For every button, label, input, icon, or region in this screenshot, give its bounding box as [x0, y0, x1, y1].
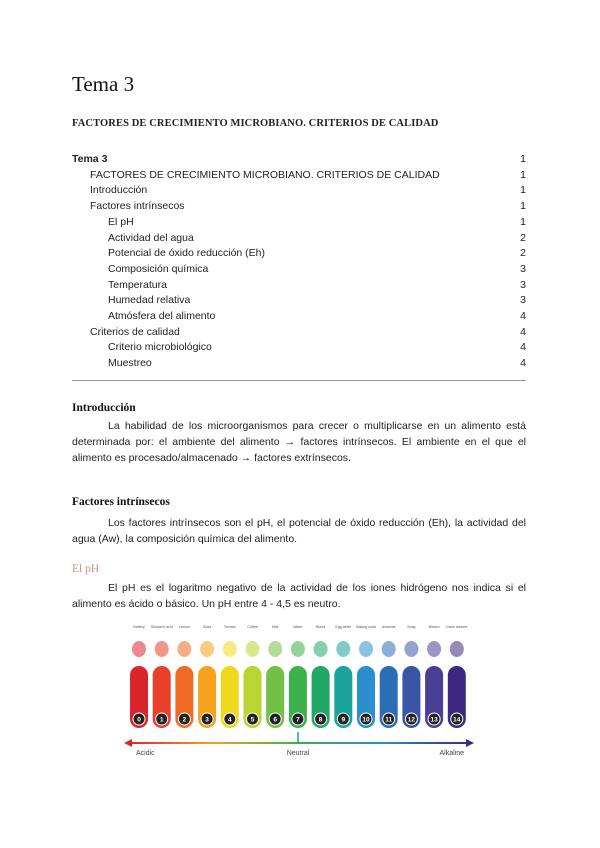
toc-entry-page: 4: [520, 357, 526, 370]
toc-entry-page: 3: [520, 294, 526, 307]
toc-entry-label: FACTORES DE CRECIMIENTO MICROBIANO. CRITERIOS DE CALIDAD: [90, 168, 440, 181]
toc-entry[interactable]: [72, 199, 526, 215]
ph-item-label: Soda: [202, 625, 212, 629]
ph-number: 0: [137, 716, 141, 724]
toc-divider: [72, 380, 526, 381]
toc-entry-page: 2: [520, 247, 526, 260]
ph-item-icon: [155, 641, 169, 657]
paragraph-text: Los factores intrínsecos son el pH, el potencial de óxido reducción (Eh), la actividad del agua (Aw), la composición química del alimento.: [72, 517, 526, 545]
ph-item-icon: [404, 641, 418, 657]
toc-entry-label: Composición química: [108, 262, 209, 275]
toc-entry[interactable]: [72, 183, 526, 199]
toc-entry-label: Humedad relativa: [108, 294, 191, 307]
ph-item-label: Egg white: [335, 625, 352, 629]
toc-entry-page: 2: [520, 231, 526, 244]
toc-entry-page: 1: [520, 168, 526, 181]
ph-item-label: Tomato: [223, 625, 236, 629]
document-subtitle: FACTORES DE CRECIMIENTO MICROBIANO. CRITERIOS DE CALIDAD: [72, 118, 439, 129]
ph-item-label: Blood: [315, 625, 326, 629]
toc-entry[interactable]: [72, 325, 526, 341]
ph-number: 6: [273, 716, 278, 724]
toc-entry-page: 1: [520, 200, 526, 213]
ph-item-label: Drain cleaner: [446, 625, 468, 629]
ph-alkaline-label: Alkaline: [439, 750, 464, 757]
ph-number: 1: [159, 716, 164, 724]
ph-item-icon: [314, 641, 328, 657]
ph-item-icon: [246, 641, 260, 657]
toc-entry-page: 1: [520, 184, 526, 197]
ph-item-icon: [132, 641, 146, 657]
ph-number: 8: [318, 716, 323, 724]
ph-item-icon: [223, 641, 237, 657]
toc-entry[interactable]: [72, 152, 526, 168]
paragraph-el-ph: [72, 580, 526, 612]
ph-acidic-label: Acidic: [136, 750, 155, 757]
toc-entry-label: Potencial de óxido reducción (Eh): [108, 247, 266, 260]
ph-number: 5: [250, 716, 255, 724]
ph-number: 13: [430, 716, 438, 724]
ph-item-icon: [427, 641, 441, 657]
toc-entry-page: 4: [520, 325, 526, 338]
ph-item-label: Bleach: [428, 625, 440, 629]
paragraph-introduccion: [72, 418, 526, 466]
toc-entry-page: 4: [520, 341, 526, 354]
ph-item-icon: [450, 641, 464, 657]
ph-item-label: Milk: [272, 625, 279, 629]
toc-entry-label: Actividad del agua: [108, 231, 194, 244]
ph-item-icon: [382, 641, 396, 657]
ph-item-label: Antacids: [381, 625, 396, 629]
toc-entry-page: 1: [520, 215, 526, 228]
ph-item-icon: [200, 641, 214, 657]
toc-entry-label: Factores intrínsecos: [90, 200, 185, 213]
toc-entry-page: 4: [520, 310, 526, 322]
toc-entry[interactable]: [72, 309, 526, 325]
ph-number: 3: [205, 716, 209, 724]
toc-entry-label: El pH: [108, 215, 134, 228]
toc-entry-page: 1: [520, 153, 526, 165]
toc-entry-label: Introducción: [90, 184, 148, 197]
toc-entry-label: Criterio microbiológico: [108, 341, 212, 354]
ph-item-icon: [177, 641, 191, 657]
ph-item-icon: [359, 641, 373, 657]
section-heading-factores-intrinsecos: Factores intrínsecos: [72, 496, 170, 508]
ph-item-label: Water: [293, 625, 303, 629]
ph-item-label: Battery: [133, 625, 145, 629]
ph-number: 11: [385, 716, 393, 724]
paragraph-text: La habilidad de los microorganismos para crecer o multiplicarse en un alimento está determinada por: el ambiente del alimento → factores intrínsecos. El ambiente en el que el alimento es procesado/almacenado → factores extrínsecos.: [72, 420, 526, 464]
toc-entry-page: 3: [520, 278, 526, 291]
toc-entry[interactable]: [72, 168, 526, 184]
toc-entry[interactable]: [72, 246, 526, 262]
toc-entry-label: Tema 3: [72, 153, 108, 165]
ph-number: 9: [341, 716, 346, 724]
toc-entry-label: Muestreo: [108, 357, 152, 370]
ph-number: 14: [453, 716, 461, 724]
ph-item-label: Baking soda: [356, 625, 376, 629]
ph-neutral-label: Neutral: [286, 750, 310, 757]
ph-number: 7: [296, 716, 300, 724]
toc-entry[interactable]: [72, 340, 526, 356]
toc-entry[interactable]: [72, 356, 526, 372]
toc-entry[interactable]: [72, 293, 526, 309]
toc-entry[interactable]: [72, 262, 526, 278]
toc-entry[interactable]: [72, 278, 526, 294]
toc-entry[interactable]: [72, 215, 526, 231]
ph-arrow-right-head: [466, 739, 474, 747]
ph-item-label: Coffee: [247, 625, 258, 629]
ph-item-label: Stomach acid: [150, 625, 173, 629]
page-title: Tema 3: [72, 72, 135, 96]
ph-item-label: Lemon: [178, 625, 190, 629]
toc-entry-label: Temperatura: [108, 278, 167, 291]
ph-number: 2: [182, 716, 187, 724]
paragraph-factores-intrinsecos: [72, 515, 526, 547]
toc-entry-label: Atmósfera del alimento: [108, 310, 216, 322]
paragraph-text: El pH es el logaritmo negativo de la actividad de los iones hidrógeno nos indica si el alimento es ácido o básico. Un pH entre 4 - 4,5 es neutro.: [72, 582, 526, 610]
ph-item-label: Soap: [407, 625, 416, 629]
ph-number: 10: [362, 716, 370, 724]
ph-item-icon: [336, 641, 350, 657]
toc-entry[interactable]: [72, 231, 526, 247]
ph-number: 12: [407, 716, 416, 724]
ph-scale-figure: [120, 616, 480, 764]
ph-item-icon: [291, 641, 305, 657]
ph-arrow-left-head: [124, 739, 132, 747]
section-heading-introduccion: Introducción: [72, 402, 136, 414]
section-heading-el-ph: El pH: [72, 563, 100, 575]
ph-number: 4: [227, 716, 232, 724]
ph-item-icon: [268, 641, 282, 657]
toc-entry-label: Criterios de calidad: [90, 325, 180, 338]
toc-entry-page: 3: [520, 262, 526, 275]
